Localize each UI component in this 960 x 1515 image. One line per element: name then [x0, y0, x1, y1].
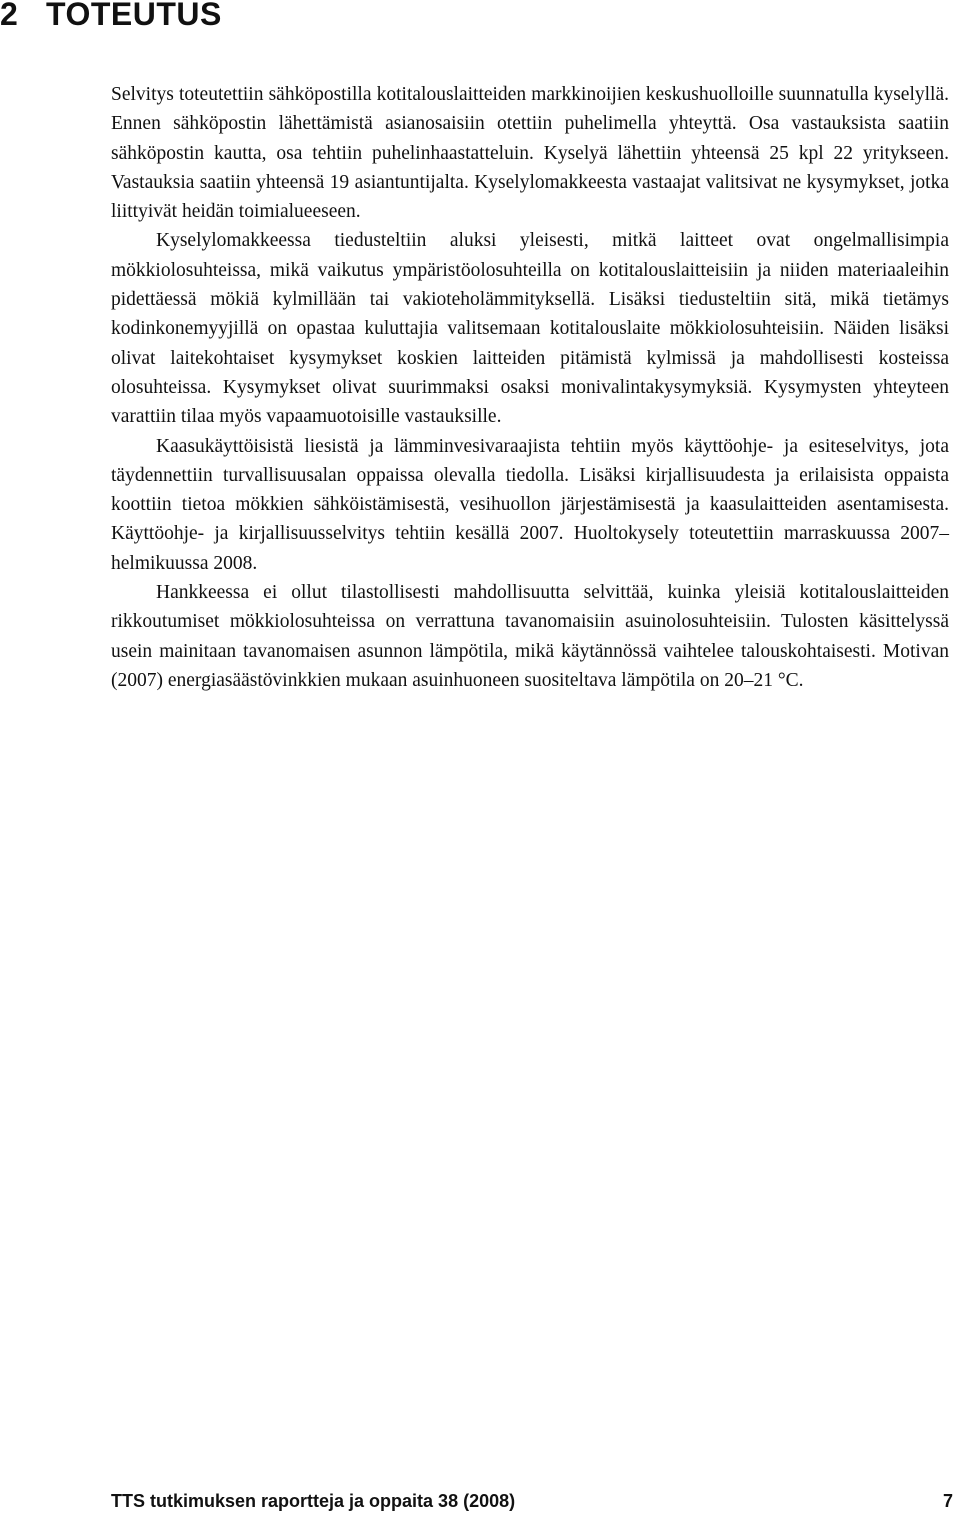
- body-text: [111, 80, 949, 695]
- chapter-title: TOTEUTUS: [46, 0, 222, 32]
- paragraph-literature: Kaasukäyttöisistä liesistä ja lämminvesivaraajista tehtiin myös käyttöohje- ja esiteselvitys, jota täydennettiin turvallisuusalan oppaissa olevalla tiedolla. Lisäksi kirjallisuudesta ja erilaisista oppaista koottiin tietoa mökkien sähköistämisestä, vesihuollon järjestämisestä ja kaasulaitteiden asentamisesta. Käyttöohje- ja kirjallisuusselvitys tehtiin kesällä 2007. Huoltokysely toteutettiin marraskuussa 2007–helmikuussa 2008.: [111, 435, 949, 574]
- chapter-number: 2: [0, 0, 19, 32]
- paragraph-method: Selvitys toteutettiin sähköpostilla kotitalouslaitteiden markkinoijien keskushuolloille suunnatulla kyselyllä. Ennen sähköpostin lähettämistä asianosaisiin otettiin puhelimella yhteyttä. Osa vastauksista saatiin sähköpostin kautta, osa tehtiin puhelinhaastatteluin. Kyselyä lähettiin yhteensä 25 kpl 22 yritykseen. Vastauksia saatiin yhteensä 19 asiantuntijalta. Kyselylomakkeesta vastaajat valitsivat ne kysymykset, jotka liittyivät heidän toimialueeseen.: [111, 84, 949, 223]
- chapter-heading: [0, 0, 222, 34]
- footer-journal-title: TTS tutkimuksen raportteja ja oppaita 38 (2008): [111, 1491, 516, 1511]
- paragraph-questionnaire: Kyselylomakkeessa tiedusteltiin aluksi yleisesti, mitkä laitteet ovat ongelmallisimpia mökkiolosuhteissa, mikä vaikutus ympäristöolosuhteilla on kotitalouslaitteisiin ja niiden materiaaleihin pidettäessä mökiä kylmillään tai vakioteholämmityksellä. Lisäksi tiedusteltiin sitä, mikä tietämys kodinkonemyyjillä on opastaa kuluttajia valitsemaan kotitalouslaite mökkiolosuhteisiin. Näiden lisäksi olivat laitekohtaiset kysymykset koskien laitteiden pitämistä kylmissä ja mahdollisesti kosteissa olosuhteissa. Kysymykset olivat suurimmaksi osaksi monivalintakysymyksiä. Kysymysten yhteyteen varattiin tilaa myös vapaamuotoisille vastauksille.: [111, 230, 949, 428]
- paragraph-limitations: Hankkeessa ei ollut tilastollisesti mahdollisuutta selvittää, kuinka yleisiä kotitalouslaitteiden rikkoutumiset mökkiolosuhteissa on verrattuna tavanomaisiin asuinolosuhteisiin. Tulosten käsittelyssä usein mainitaan tavanomaisen asunnon lämpötila, mikä käytännössä vaihtelee talouskohtaisesti. Motivan (2007) energiasäästövinkkien mukaan asuinhuoneen suositeltava lämpötila on 20–21 °C.: [111, 582, 949, 691]
- page-number: 7: [942, 1491, 953, 1511]
- page-footer: [111, 1489, 953, 1515]
